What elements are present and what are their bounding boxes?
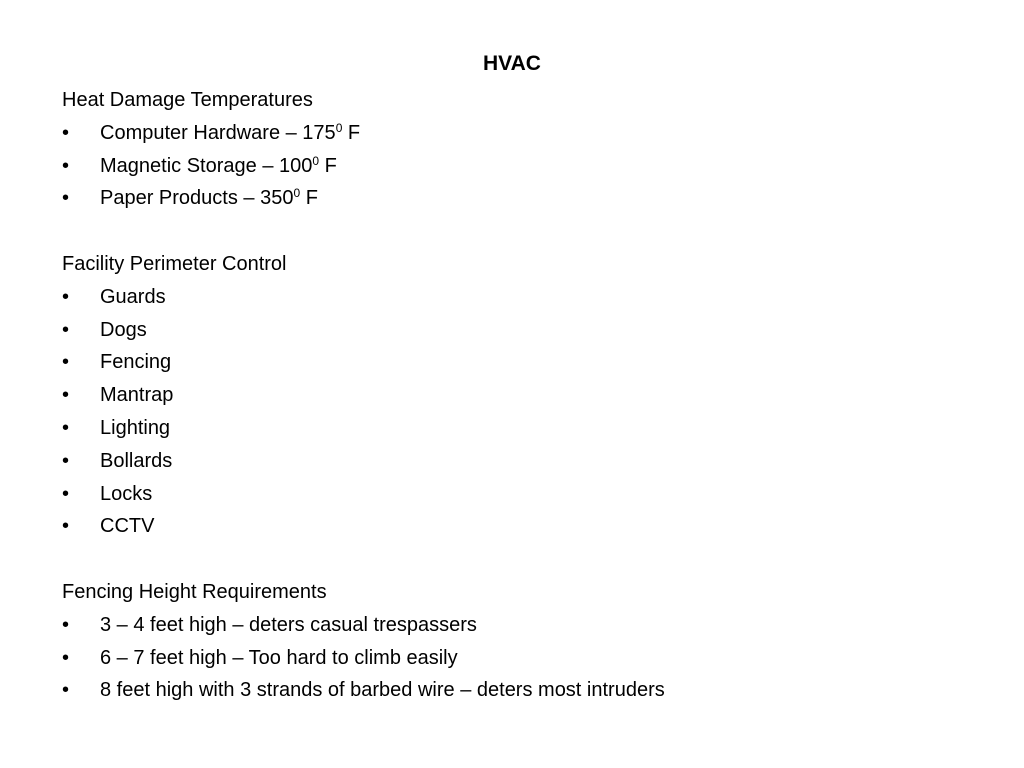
list-item [62, 445, 982, 478]
list-item-text: Guards [100, 285, 166, 308]
section-spacer [62, 215, 982, 248]
list-item-text: 3 – 4 feet high – deters casual trespassers [100, 613, 477, 636]
list-item [62, 117, 982, 150]
bullet-icon: • [62, 613, 70, 636]
list-item [62, 281, 982, 314]
section-spacer [62, 543, 982, 576]
list-item-text: Bollards [100, 449, 173, 472]
list-item [62, 150, 982, 183]
list-item-text: Mantrap [100, 384, 174, 407]
bullet-icon: • [62, 351, 70, 374]
bullet-icon: • [62, 285, 70, 308]
list-item-text: CCTV [100, 515, 155, 538]
list-item-text: Fencing [100, 351, 172, 374]
bullet-icon: • [62, 679, 70, 702]
list-item-text: Paper Products – $350^0$ F [100, 186, 318, 210]
list-item-text: Lighting [100, 416, 171, 439]
list-item-text: Dogs [100, 318, 147, 341]
list-item [62, 674, 982, 707]
bullet-icon: • [62, 318, 70, 341]
section-heading: Fencing Height Requirements [62, 580, 327, 603]
slide-content [62, 84, 982, 707]
list-item-text: Computer Hardware – $175^0$ F [100, 120, 361, 144]
list-item [62, 314, 982, 347]
list-item [62, 478, 982, 511]
list-item [62, 346, 982, 379]
bullet-icon: • [62, 515, 70, 538]
section-heading: Facility Perimeter Control [62, 252, 287, 275]
list-item [62, 609, 982, 642]
bullet-icon: • [62, 416, 70, 439]
bullet-icon: • [62, 646, 70, 669]
bullet-icon: • [62, 384, 70, 407]
list-item-text: 8 feet high with 3 strands of barbed wire – deters most intruders [100, 679, 665, 702]
bullet-icon: • [62, 482, 70, 505]
list-item [62, 182, 982, 215]
list-item [62, 379, 982, 412]
list-item [62, 642, 982, 675]
list-item-text: Magnetic Storage – $100^0$ F [100, 153, 337, 177]
bullet-icon: • [62, 187, 70, 210]
bullet-icon: • [62, 154, 70, 177]
list-item-text: Locks [100, 482, 153, 505]
list-item [62, 412, 982, 445]
bullet-icon: • [62, 121, 70, 144]
slide-title: HVAC [483, 52, 541, 75]
list-item-text: 6 – 7 feet high – Too hard to climb easily [100, 646, 458, 669]
list-item [62, 510, 982, 543]
section-heading: Heat Damage Temperatures [62, 89, 313, 111]
bullet-icon: • [62, 449, 70, 472]
